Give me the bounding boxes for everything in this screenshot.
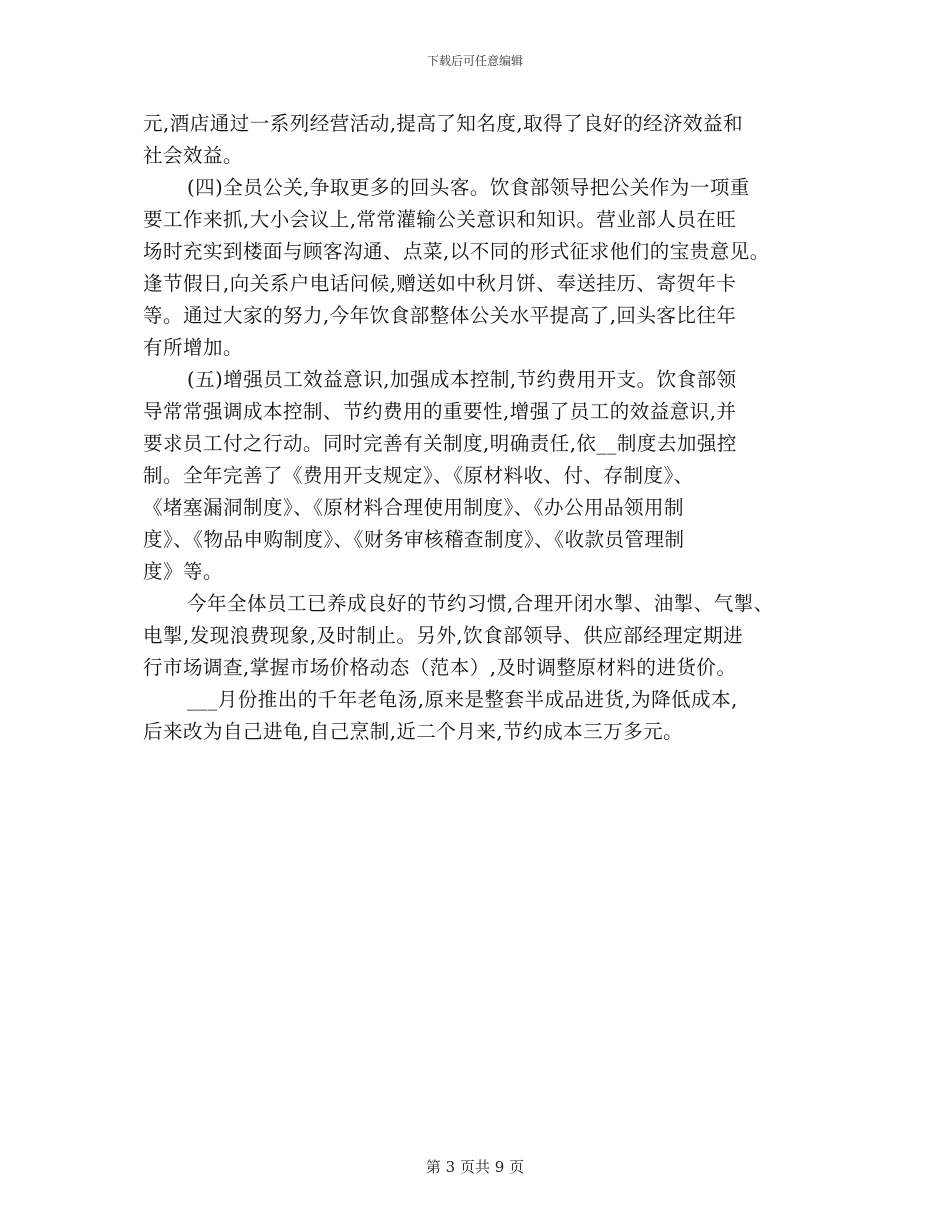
text-line: 度》等。 (143, 560, 224, 583)
text-line: 要求员工付之行动。同时完善有关制度,明确责任,依__制度去加强控 (143, 432, 737, 455)
page-number: 第 3 页共 9 页 (425, 1158, 525, 1176)
text-line: 元,酒店通过一系列经营活动,提高了知名度,取得了良好的经济效益和 (143, 112, 744, 135)
text-line: 度》、《物品申购制度》、《财务审核稽查制度》、《收款员管理制 (143, 528, 685, 551)
text-line: 逢节假日,向关系户电话问候,赠送如中秋月饼、奉送挂历、寄贺年卡 (143, 272, 737, 295)
document-body (143, 108, 833, 748)
paragraph-start-line: 今年全体员工已养成良好的节约习惯,合理开闭水掣、油掣、气掣、 (187, 592, 774, 615)
paragraph-start-line: (五)增强员工效益意识,加强成本控制,节约费用开支。饮食部领 (187, 368, 737, 391)
text-line: 等。通过大家的努力,今年饮食部整体公关水平提高了,回头客比往年 (143, 304, 737, 327)
text-line: 后来改为自己进龟,自己烹制,近二个月来,节约成本三万多元。 (143, 720, 684, 743)
text-line: 导常常强调成本控制、节约费用的重要性,增强了员工的效益意识,并 (143, 400, 737, 423)
page-header: 下载后可任意编辑 (426, 54, 523, 68)
text-line: 行市场调查,掌握市场价格动态（范本）,及时调整原材料的进货价。 (143, 656, 737, 679)
paragraph-start-line: (四)全员公关,争取更多的回头客。饮食部领导把公关作为一项重 (187, 176, 750, 199)
text-line: 《堵塞漏洞制度》、《原材料合理使用制度》、《办公用品领用制 (143, 496, 685, 519)
text-line: 制。全年完善了《费用开支规定》、《原材料收、付、存制度》、 (143, 464, 694, 487)
text-line: 社会效益。 (143, 144, 244, 167)
text-line: 场时充实到楼面与顾客沟通、点菜,以不同的形式征求他们的宝贵意见。 (143, 240, 770, 263)
text-line: 电掣,发现浪费现象,及时制止。另外,饮食部领导、供应部经理定期进 (143, 624, 744, 647)
text-line: 要工作来抓,大小会议上,常常灌输公关意识和知识。营业部人员在旺 (143, 208, 737, 231)
paragraph-start-line: ___月份推出的千年老龟汤,原来是整套半成品进货,为降低成本, (187, 688, 738, 711)
text-line: 有所增加。 (143, 336, 244, 359)
